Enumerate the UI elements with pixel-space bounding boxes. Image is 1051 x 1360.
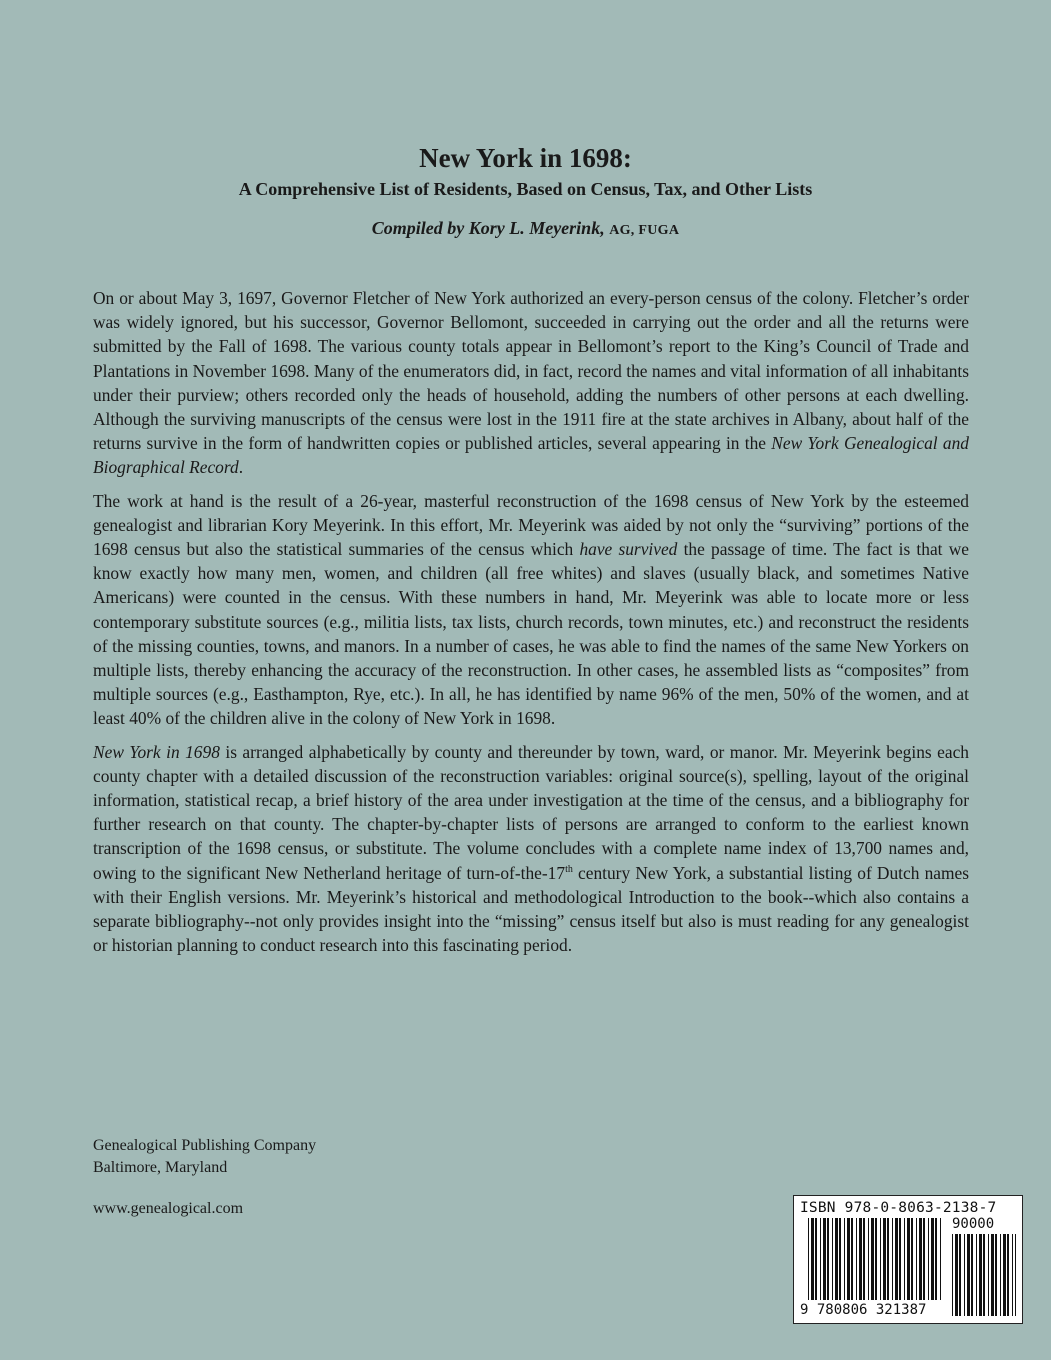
barcode-bar (859, 1218, 862, 1300)
barcode-bar (1012, 1234, 1013, 1316)
ean-digits: 9 780806 321387 (800, 1302, 927, 1318)
barcode-bar (971, 1234, 973, 1316)
barcode-bar (868, 1218, 869, 1300)
description-paragraph-3: New York in 1698 is arranged alphabetically by county and thereunder by town, ward, or manor. Mr. Meyerink begins each county chapter with a detailed discussion of the reconstruction variables: original source(s), spelling, layout of the original information, statistical recap, a brief history of the area under investigation at the time of the census, and a bibliography for further research on that county. The chapter-by-chapter lists of persons are arranged to conform to the earliest known transcription of the 1698 census, or substitute. The volume concludes with a complete name index of 13,700 names and, owing to the significant New Netherland heritage of turn-of-the-17th century New York, a substantial listing of Dutch names with their English versions. Mr. Meyerink’s historical and methodological Introduction to the book--which also contains a separate bibliography--not only provides insight into the “missing” census itself but also is must reading for any genealogist or historian planning to conduct research into this fascinating period. (93, 741, 969, 956)
barcode-bar (892, 1218, 893, 1300)
compiler-credentials: AG, FUGA (609, 223, 680, 238)
barcode-bar (940, 1218, 941, 1300)
barcode-bar (811, 1218, 814, 1300)
barcode-bar (919, 1218, 922, 1300)
barcode-bar (820, 1218, 821, 1300)
barcode-bar (916, 1218, 917, 1300)
barcode-bar (959, 1234, 961, 1316)
barcode-bar (976, 1234, 977, 1316)
barcode-bar (991, 1234, 994, 1316)
price-code: 90000 (952, 1216, 995, 1232)
barcode-bar (967, 1234, 970, 1316)
publisher-website: www.genealogical.com (93, 1200, 244, 1217)
emphasis-have-survived: have survived (579, 539, 678, 560)
barcode-bar (847, 1218, 850, 1300)
barcode-bar (863, 1218, 865, 1300)
barcode-bar (887, 1218, 889, 1300)
barcode-bar (851, 1218, 853, 1300)
publisher-block (93, 1135, 316, 1179)
publisher-name: Genealogical Publishing Company (93, 1137, 317, 1154)
barcode-bar (815, 1218, 817, 1300)
barcode-bar (904, 1218, 905, 1300)
barcode-bar (895, 1218, 898, 1300)
barcode-bar (907, 1218, 910, 1300)
barcode-bar (964, 1234, 965, 1316)
compiler-line (0, 216, 1051, 243)
compiler-name: Compiled by Kory L. Meyerink, (371, 218, 605, 238)
barcode-bar (871, 1218, 874, 1300)
record-title: New York Genealogical and Biographical Record (93, 433, 969, 478)
barcode-bar (935, 1218, 937, 1300)
book-title: New York in 1698: (419, 143, 632, 173)
barcode-bar (911, 1218, 913, 1300)
barcode-bar (827, 1218, 829, 1300)
barcode-bar (931, 1218, 934, 1300)
barcode-bar (955, 1234, 958, 1316)
book-title-inline: New York in 1698 (93, 741, 220, 762)
barcode-bar (1015, 1234, 1016, 1316)
isbn-barcode (793, 1195, 1023, 1324)
barcode-bar (928, 1218, 929, 1300)
ordinal-superscript: th (565, 863, 573, 875)
barcode-bar (995, 1234, 997, 1316)
barcode-bar (844, 1218, 845, 1300)
barcode-bar (979, 1234, 982, 1316)
isbn-label: ISBN 978-0-8063-2138-7 (800, 1200, 997, 1216)
barcode-bar (883, 1218, 886, 1300)
publisher-location: Baltimore, Maryland (93, 1159, 228, 1176)
barcode-bar (952, 1234, 953, 1316)
barcode-bar (923, 1218, 925, 1300)
barcode-bar (1000, 1234, 1001, 1316)
barcode-bar (875, 1218, 877, 1300)
barcode-bar (856, 1218, 857, 1300)
barcode-bar (988, 1234, 989, 1316)
barcode-bar (839, 1218, 841, 1300)
barcode-bar (808, 1218, 809, 1300)
book-subtitle: A Comprehensive List of Residents, Based on Census, Tax, and Other Lists (238, 179, 813, 199)
barcode-bar (835, 1218, 838, 1300)
barcode-bar (983, 1234, 985, 1316)
description-body (93, 286, 969, 966)
barcode-bar (832, 1218, 833, 1300)
barcode-bar (823, 1218, 826, 1300)
barcode-bar (880, 1218, 881, 1300)
description-paragraph-2: The work at hand is the result of a 26-year, masterful reconstruction of the 1698 census of New York by the esteemed genealogist and librarian Kory Meyerink. In this effort, Mr. Meyerink was aided by not only the “surviving” portions of the 1698 census but also the statistical summaries of the census which have survived the passage of time. The fact is that we know exactly how many men, women, and children (all free whites) and slaves (usually black, and sometimes Native Americans) were counted in the census. With these numbers in hand, Mr. Meyerink was able to locate more or less contemporary substitute sources (e.g., militia lists, tax lists, church records, town minutes, etc.) and reconstruct the residents of the missing counties, towns, and manors. In a number of cases, he was able to find the names of the same New Yorkers on multiple lists, thereby enhancing the accuracy of the reconstruction. In other cases, he assembled lists as “composites” from multiple sources (e.g., Easthampton, Rye, etc.). In all, he has identified by name 96% of the men, 50% of the women, and at least 40% of the children alive in the colony of New York in 1698. (93, 490, 969, 729)
barcode-bar (899, 1218, 901, 1300)
description-paragraph-1: On or about May 3, 1697, Governor Fletcher of New York authorized an every-person census of the colony. Fletcher’s order was widely ignored, but his successor, Governor Bellomont, succeeded in carrying out the order and all the returns were submitted by the Fall of 1698. The various county totals appear in Bellomont’s report to the King’s Council of Trade and Plantations in November 1698. Many of the enumerators did, in fact, record the names and vital information of all inhabitants under their purview; others recorded only the heads of household, adding the numbers of other persons at each dwelling. Although the surviving manuscripts of the census were lost in the 1911 fire at the state archives in Albany, about half of the returns survive in the form of handwritten copies or published articles, several appearing in the New York Genealogical and Biographical Record. (93, 288, 969, 478)
barcode-bar (1003, 1234, 1006, 1316)
barcode-bar (1007, 1234, 1009, 1316)
